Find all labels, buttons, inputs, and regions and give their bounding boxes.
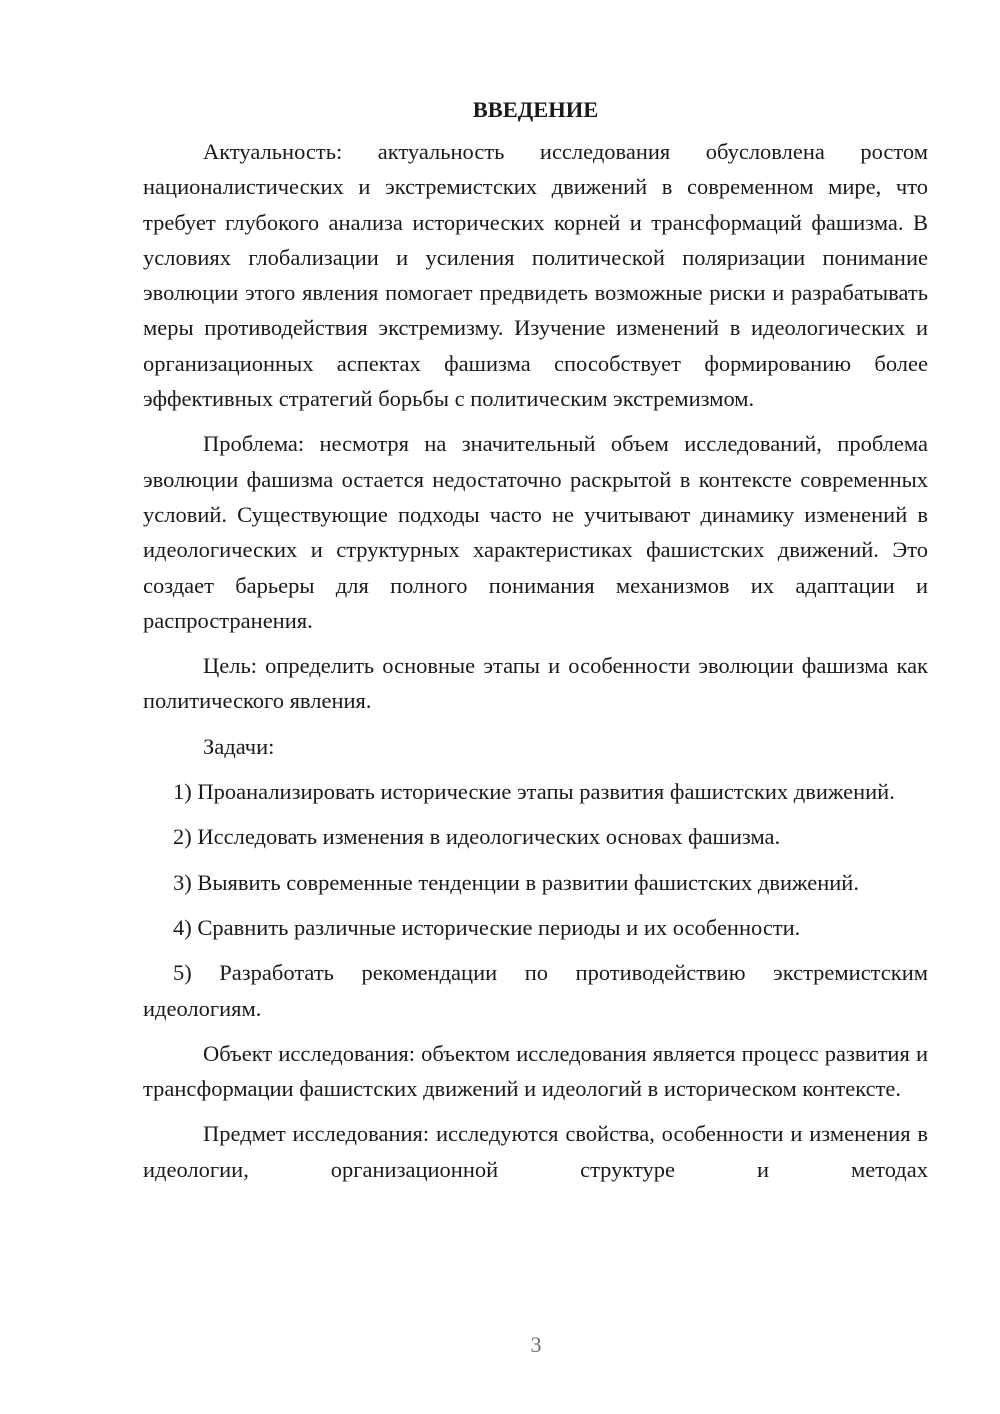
page-content bbox=[143, 96, 928, 1187]
task-item-1: 1) Проанализировать исторические этапы развития фашистских движений. bbox=[173, 779, 895, 805]
task-item-5: 5) Разработать рекомендации по противодействию экстремистским идеологиям. bbox=[143, 960, 928, 1021]
task-item-4: 4) Сравнить различные исторические периоды и их особенности. bbox=[173, 914, 801, 940]
page-number: 3 bbox=[530, 1332, 542, 1357]
paragraph-tasks-heading: Задачи: bbox=[203, 733, 275, 759]
task-item-2: 2) Исследовать изменения в идеологических основах фашизма. bbox=[173, 824, 781, 850]
paragraph-problem: Проблема: несмотря на значительный объем исследований, проблема эволюции фашизма остается недостаточно раскрытой в контексте современных условий. Существующие подходы часто не учитывают динамику изменений в идеологических и структурных характеристиках фашистских движений. Это создает барьеры для полного понимания механизмов их адаптации и распространения. bbox=[143, 431, 928, 633]
paragraph-object: Объект исследования: объектом исследования является процесс развития и трансформации фашистских движений и идеологий в историческом контексте. bbox=[143, 1040, 928, 1102]
task-item-3: 3) Выявить современные тенденции в развитии фашистских движений. bbox=[173, 869, 859, 895]
section-title: ВВЕДЕНИЕ bbox=[472, 97, 599, 122]
paragraph-relevance: Актуальность: актуальность исследования обусловлена ростом националистических и экстремистских движений в современном мире, что требует глубокого анализа исторических корней и трансформаций фашизма. В условиях глобализации и усиления политической поляризации понимание эволюции этого явления помогает предвидеть возможные риски и разрабатывать меры противодействия экстремизму. Изучение изменений в идеологических и организационных аспектах фашизма способствует формированию более эффективных стратегий борьбы с политическим экстремизмом. bbox=[143, 139, 928, 412]
paragraph-goal: Цель: определить основные этапы и особенности эволюции фашизма как политического явления. bbox=[143, 653, 928, 714]
paragraph-subject: Предмет исследования: исследуются свойства, особенности и изменения в идеологии, организационной структуре и методах bbox=[143, 1121, 928, 1182]
